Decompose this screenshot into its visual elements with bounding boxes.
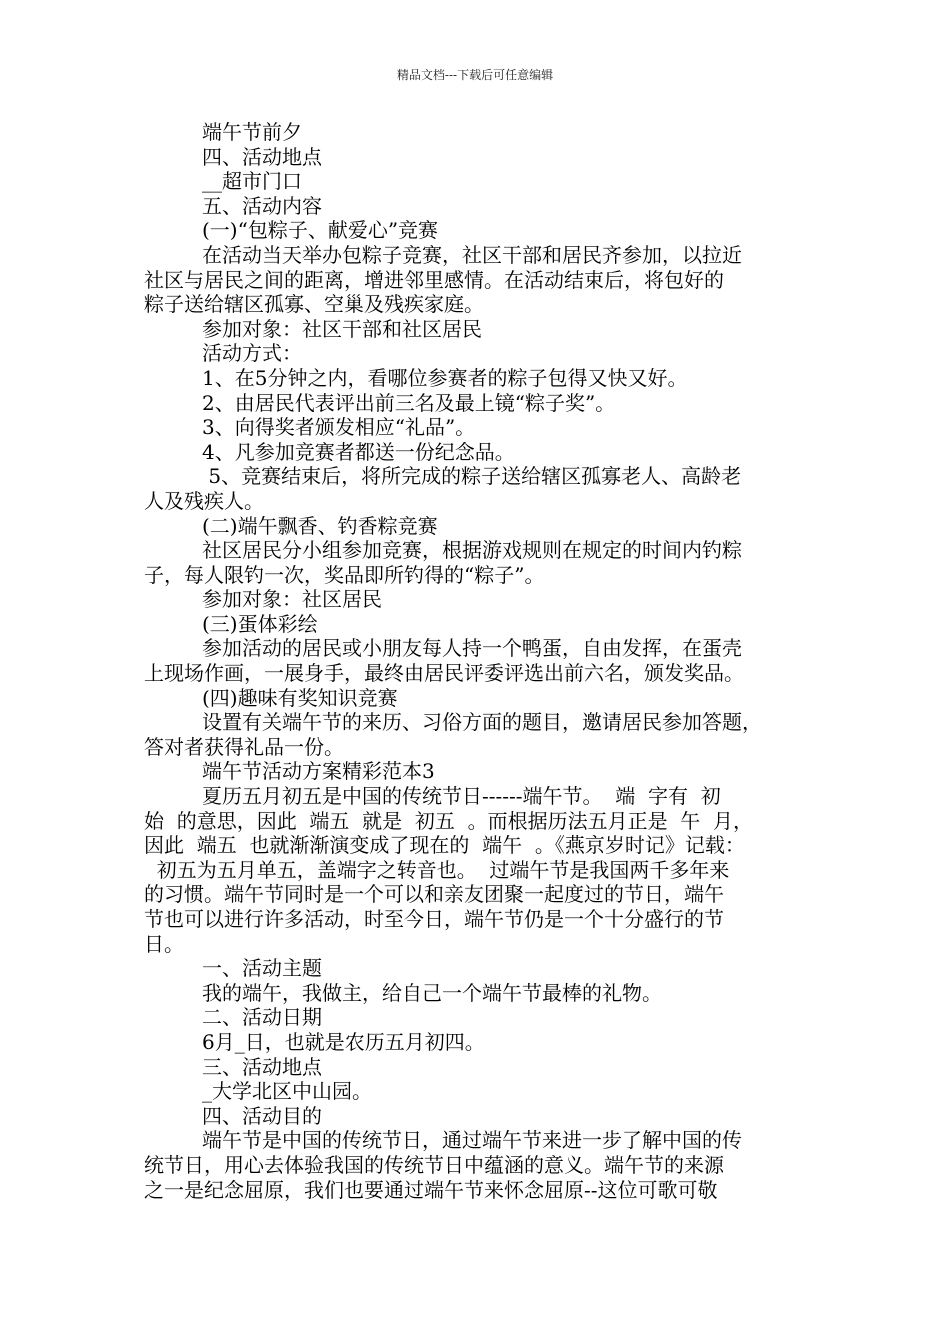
text-line: 社区居民分小组参加竞赛，根据游戏规则在规定的时间内钓粽 xyxy=(202,538,742,563)
text-line: 参加对象：社区居民 xyxy=(202,587,382,612)
text-line: 社区与居民之间的距离，增进邻里感情。在活动结束后，将包好的 xyxy=(144,267,724,292)
text-line: 参加活动的居民或小朋友每人持一个鸭蛋，自由发挥，在蛋壳 xyxy=(202,636,742,661)
text-line: 参加对象：社区干部和社区居民 xyxy=(202,316,482,341)
text-line: (四)趣味有奖知识竞赛 xyxy=(202,685,398,710)
text-line: __超市门口 xyxy=(202,169,302,194)
text-line: 4、凡参加竞赛者都送一份纪念品。 xyxy=(202,439,515,464)
page-header: 精品文档---下载后可任意编辑 xyxy=(396,68,554,82)
text-line: 5、竞赛结束后，将所完成的粽子送给辖区孤寡老人、高龄老 xyxy=(202,464,742,489)
text-line: 1、在5分钟之内，看哪位参赛者的粽子包得又快又好。 xyxy=(202,365,688,390)
text-line: 因此 端五 也就渐渐演变成了现在的 端午 。《燕京岁时记》记载： xyxy=(144,833,745,858)
text-line: 活动方式： xyxy=(202,341,302,366)
text-line: 初五为五月单五，盖端字之转音也。 过端午节是我国两千多年来 xyxy=(144,857,730,882)
text-line: 6月_日，也就是农历五月初四。 xyxy=(202,1029,485,1054)
text-line: 一、活动主题 xyxy=(202,956,322,981)
text-line: 五、活动内容 xyxy=(202,193,322,218)
text-line: 四、活动目的 xyxy=(202,1103,322,1128)
text-line: (二)端午飘香、钓香粽竞赛 xyxy=(202,513,438,538)
text-line: 粽子送给辖区孤寡、空巢及残疾家庭。 xyxy=(144,292,484,317)
text-line: 始 的意思，因此 端五 就是 初五 。而根据历法五月正是 午 月， xyxy=(144,808,754,833)
text-line: (一)“包粽子、献爱心”竞赛 xyxy=(202,218,439,243)
text-line: 端午节活动方案精彩范本3 xyxy=(202,759,435,784)
text-line: 子，每人限钓一次，奖品即所钓得的“粽子”。 xyxy=(144,562,545,587)
text-line: 答对者获得礼品一份。 xyxy=(144,734,344,759)
text-line: 2、由居民代表评出前三名及最上镜“粽子奖”。 xyxy=(202,390,616,415)
text-line: 统节日，用心去体验我国的传统节日中蕴涵的意义。端午节的来源 xyxy=(144,1152,724,1177)
text-line: _大学北区中山园。 xyxy=(202,1079,372,1104)
text-line: 夏历五月初五是中国的传统节日------端午节。 端 字有 初 xyxy=(202,784,721,809)
text-line: 人及残疾人。 xyxy=(144,488,264,513)
text-line: 在活动当天举办包粽子竞赛，社区干部和居民齐参加，以拉近 xyxy=(202,242,742,267)
text-line: 设置有关端午节的来历、习俗方面的题目，邀请居民参加答题， xyxy=(202,710,762,735)
text-line: 端午节前夕 xyxy=(202,120,302,144)
text-line: 二、活动日期 xyxy=(202,1005,322,1030)
text-line: (三)蛋体彩绘 xyxy=(202,611,318,636)
text-line: 3、向得奖者颁发相应“礼品”。 xyxy=(202,415,476,440)
text-line: 日。 xyxy=(144,931,184,956)
text-line: 三、活动地点 xyxy=(202,1054,322,1079)
text-line: 的习惯。端午节同时是一个可以和亲友团聚一起度过的节日，端午 xyxy=(144,882,724,907)
text-line: 之一是纪念屈原，我们也要通过端午节来怀念屈原--这位可歌可敬 xyxy=(144,1177,718,1202)
text-line: 上现场作画，一展身手，最终由居民评委评选出前六名，颁发奖品。 xyxy=(144,661,744,686)
text-line: 四、活动地点 xyxy=(202,144,322,169)
text-line: 节也可以进行许多活动，时至今日，端午节仍是一个十分盛行的节 xyxy=(144,907,724,931)
text-line: 我的端午，我做主，给自己一个端午节最棒的礼物。 xyxy=(202,980,662,1005)
document-body xyxy=(144,120,806,1202)
text-line: 端午节是中国的传统节日，通过端午节来进一步了解中国的传 xyxy=(202,1128,742,1153)
